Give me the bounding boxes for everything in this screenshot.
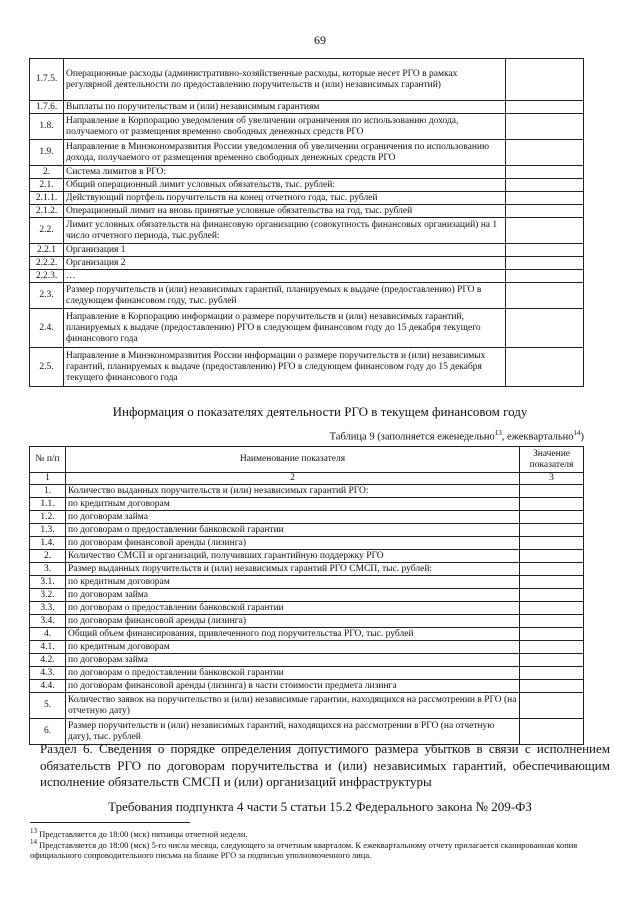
- table-row: [30, 576, 584, 589]
- table-row: [30, 244, 584, 257]
- table-row: [30, 59, 584, 101]
- row-label: Операционные расходы (административно-хозяйственные расходы, которые несет РГО в рамках регулярной деятельности по предоставлению поручительств и (или) независимых гарантий): [64, 59, 506, 101]
- colnum-1: 1: [30, 473, 66, 485]
- row-number: 2.4.: [30, 309, 64, 348]
- row-number: 1.7.6.: [30, 101, 64, 114]
- row-value: [520, 589, 584, 602]
- row-label: Размер поручительств и (или) независимых гарантий, планируемых к выдаче (предоставлению) РГО в следующем финансовом году, тыс. рублей: [64, 283, 506, 309]
- row-number: 2.: [30, 166, 64, 179]
- table-row: [30, 114, 584, 140]
- row-label: по договорам займа: [66, 511, 520, 524]
- row-value: [506, 101, 584, 114]
- row-value: [506, 192, 584, 205]
- row-label: Направление в Корпорацию информации о размере поручительств и (или) независимых гарантий, планируемых к выдаче (предоставлению) РГО в следующем финансовом году до 15 декабря текущего финансового года: [64, 309, 506, 348]
- row-number: 4.: [30, 628, 66, 641]
- row-number: 3.2.: [30, 589, 66, 602]
- table-row: [30, 550, 584, 563]
- footnote-13-num: 13: [30, 827, 37, 835]
- footnote-ref-14: 14: [573, 429, 581, 437]
- row-value: [506, 257, 584, 270]
- table-row: [30, 641, 584, 654]
- row-label: Количество выданных поручительств и (или) независимых гарантий РГО:: [66, 485, 520, 498]
- header-name: Наименование показателя: [66, 447, 520, 473]
- row-value: [520, 602, 584, 615]
- table-row: [30, 218, 584, 244]
- row-value: [506, 166, 584, 179]
- table-row: [30, 537, 584, 550]
- row-value: [520, 563, 584, 576]
- header-num: № п/п: [30, 447, 66, 473]
- row-value: [520, 485, 584, 498]
- table-row: [30, 654, 584, 667]
- row-label: Лимит условных обязательств на финансовую организацию (совокупность финансовых организаций) на 1 число отчетного периода, тыс.рублей:: [64, 218, 506, 244]
- row-label: Общий объем финансирования, привлеченного под поручительства РГО, тыс. рублей: [66, 628, 520, 641]
- row-value: [520, 511, 584, 524]
- row-value: [520, 628, 584, 641]
- row-number: 2.1.2.: [30, 205, 64, 218]
- row-number: 1.3.: [30, 524, 66, 537]
- row-number: 2.2.: [30, 218, 64, 244]
- row-value: [520, 537, 584, 550]
- row-label: по кредитным договорам: [66, 576, 520, 589]
- table-row: [30, 511, 584, 524]
- table-row: [30, 485, 584, 498]
- row-number: 1.2.: [30, 511, 66, 524]
- table-row: [30, 257, 584, 270]
- row-label: по договорам финансовой аренды (лизинга) в части стоимости предмета лизинга: [66, 680, 520, 693]
- footnote-14-num: 14: [30, 838, 37, 846]
- row-value: [520, 524, 584, 537]
- row-number: 2.: [30, 550, 66, 563]
- row-value: [506, 283, 584, 309]
- row-value: [506, 348, 584, 387]
- row-number: 3.4.: [30, 615, 66, 628]
- row-label: по договорам о предоставлении банковской гарантии: [66, 524, 520, 537]
- row-label: по кредитным договорам: [66, 498, 520, 511]
- row-value: [506, 244, 584, 257]
- caption-text-end: ): [580, 431, 584, 443]
- footnote-14-text: Представляется до 18:00 (мск) 5-го числа месяца, следующего за отчетным кварталом. К ежеквартальному отчету прилагается сканированная копия официального сопроводительного письма на бланке РГО за подписью уполномоченного лица.: [30, 839, 578, 860]
- row-value: [506, 205, 584, 218]
- row-value: [520, 550, 584, 563]
- row-label: по договорам финансовой аренды (лизинга): [66, 537, 520, 550]
- row-label: по договорам финансовой аренды (лизинга): [66, 615, 520, 628]
- table-row: [30, 101, 584, 114]
- row-value: [520, 654, 584, 667]
- row-value: [520, 693, 584, 719]
- row-value: [506, 140, 584, 166]
- table-row: [30, 615, 584, 628]
- row-label: по договорам займа: [66, 589, 520, 602]
- row-label: по договорам о предоставлении банковской гарантии: [66, 667, 520, 680]
- row-label: Количество СМСП и организаций, получивших гарантийную поддержку РГО: [66, 550, 520, 563]
- section-6-heading: Раздел 6. Сведения о порядке определения допустимого размера убытков в связи с исполнением обязательств РГО по договорам поручительства и (или) независимых гарантий, обеспечивающим исполнение обязательств СМСП и (или) организаций инфраструктуры: [40, 741, 610, 789]
- row-label: Размер поручительств и (или) независимых гарантий, находящихся на рассмотрении в РГО (на отчетную дату), тыс. рублей: [66, 719, 520, 745]
- footnote-13-text: Представляется до 18:00 (мск) пятницы отчетной недели.: [39, 828, 248, 839]
- table-row: [30, 680, 584, 693]
- footnote-rule: [30, 822, 190, 823]
- row-number: 5.: [30, 693, 66, 719]
- table-row: [30, 166, 584, 179]
- row-value: [520, 576, 584, 589]
- table-row: [30, 498, 584, 511]
- row-value: [520, 641, 584, 654]
- table-row: [30, 667, 584, 680]
- row-number: 3.: [30, 563, 66, 576]
- footnote-ref-13: 13: [494, 429, 502, 437]
- row-value: [520, 667, 584, 680]
- row-number: 4.3.: [30, 667, 66, 680]
- caption-text: Таблица 9 (заполняется еженедельно: [329, 431, 495, 443]
- row-number: 1.: [30, 485, 66, 498]
- row-label: Действующий портфель поручительств на конец отчетного года, тыс. рублей: [64, 192, 506, 205]
- row-value: [506, 270, 584, 283]
- table-row: [30, 524, 584, 537]
- row-value: [520, 680, 584, 693]
- row-number: 2.5.: [30, 348, 64, 387]
- header-value: Значение показателя: [520, 447, 584, 473]
- colnum-2: 2: [66, 473, 520, 485]
- table-row: [30, 309, 584, 348]
- row-label: по договорам о предоставлении банковской гарантии: [66, 602, 520, 615]
- row-value: [506, 309, 584, 348]
- table-row: [30, 283, 584, 309]
- row-value: [506, 114, 584, 140]
- table-row: [30, 693, 584, 719]
- row-value: [506, 59, 584, 101]
- row-number: 2.2.3.: [30, 270, 64, 283]
- colnum-3: 3: [520, 473, 584, 485]
- table-row: [30, 179, 584, 192]
- row-number: 2.2.1: [30, 244, 64, 257]
- table9-caption: [330, 429, 584, 443]
- row-number: 2.1.1.: [30, 192, 64, 205]
- limits-table: [29, 58, 584, 387]
- row-label: Общий операционный лимит условных обязательств, тыс. рублей:: [64, 179, 506, 192]
- indicators-table: [29, 446, 584, 745]
- row-number: 1.9.: [30, 140, 64, 166]
- table-row: [30, 205, 584, 218]
- row-label: Направление в Корпорацию уведомления об увеличении ограничения по использованию дохода, получаемого от размещения временно свободных денежных средств РГО: [64, 114, 506, 140]
- row-value: [506, 179, 584, 192]
- table-row: [30, 628, 584, 641]
- row-number: 3.1.: [30, 576, 66, 589]
- row-value: [520, 498, 584, 511]
- row-label: Направление в Минэкономразвития России уведомления об увеличении ограничения по использованию дохода, получаемого от размещения временно свободных денежных средств РГО: [64, 140, 506, 166]
- requirements-line: Требования подпункта 4 части 5 статьи 15.2 Федерального закона № 209-ФЗ: [108, 799, 532, 814]
- row-label: по кредитным договорам: [66, 641, 520, 654]
- row-number: 1.8.: [30, 114, 64, 140]
- row-number: 1.7.5.: [30, 59, 64, 101]
- row-label: по договорам займа: [66, 654, 520, 667]
- section-heading: Информация о показателях деятельности РГО в текущем финансовом году: [112, 404, 528, 419]
- row-number: 1.4.: [30, 537, 66, 550]
- row-number: 1.1.: [30, 498, 66, 511]
- row-label: Размер выданных поручительств и (или) независимых гарантий РГО СМСП, тыс. рублей:: [66, 563, 520, 576]
- table-row: [30, 348, 584, 387]
- row-label: Организация 2: [64, 257, 506, 270]
- row-number: 6.: [30, 719, 66, 745]
- row-number: 2.3.: [30, 283, 64, 309]
- caption-text-mid: , ежеквартально: [501, 431, 574, 443]
- page-number: 69: [314, 33, 326, 47]
- table-row: [30, 602, 584, 615]
- table-row: [30, 589, 584, 602]
- row-value: [520, 615, 584, 628]
- row-label: Выплаты по поручительствам и (или) независимым гарантиям: [64, 101, 506, 114]
- row-number: 4.2.: [30, 654, 66, 667]
- row-label: Количество заявок на поручительство и (или) независимые гарантии, находящихся на рассмотрении в РГО (на отчетную дату): [66, 693, 520, 719]
- row-value: [506, 218, 584, 244]
- row-label: Система лимитов в РГО:: [64, 166, 506, 179]
- row-number: 4.1.: [30, 641, 66, 654]
- row-label: Направление в Минэкономразвития России информации о размере поручительств и (или) независимых гарантий, планируемых к выдаче (предоставлению) РГО в следующем финансовом году до 15 декабря текущего финансового года: [64, 348, 506, 387]
- row-label: Организация 1: [64, 244, 506, 257]
- row-label: …: [64, 270, 506, 283]
- table-row: [30, 140, 584, 166]
- row-number: 2.2.2.: [30, 257, 64, 270]
- table-row: [30, 192, 584, 205]
- row-number: 2.1.: [30, 179, 64, 192]
- row-number: 4.4.: [30, 680, 66, 693]
- footnote-14: [30, 837, 612, 860]
- row-number: 3.3.: [30, 602, 66, 615]
- table-row: [30, 563, 584, 576]
- row-label: Операционный лимит на вновь принятые условные обязательства на год, тыс. рублей: [64, 205, 506, 218]
- table-row: [30, 270, 584, 283]
